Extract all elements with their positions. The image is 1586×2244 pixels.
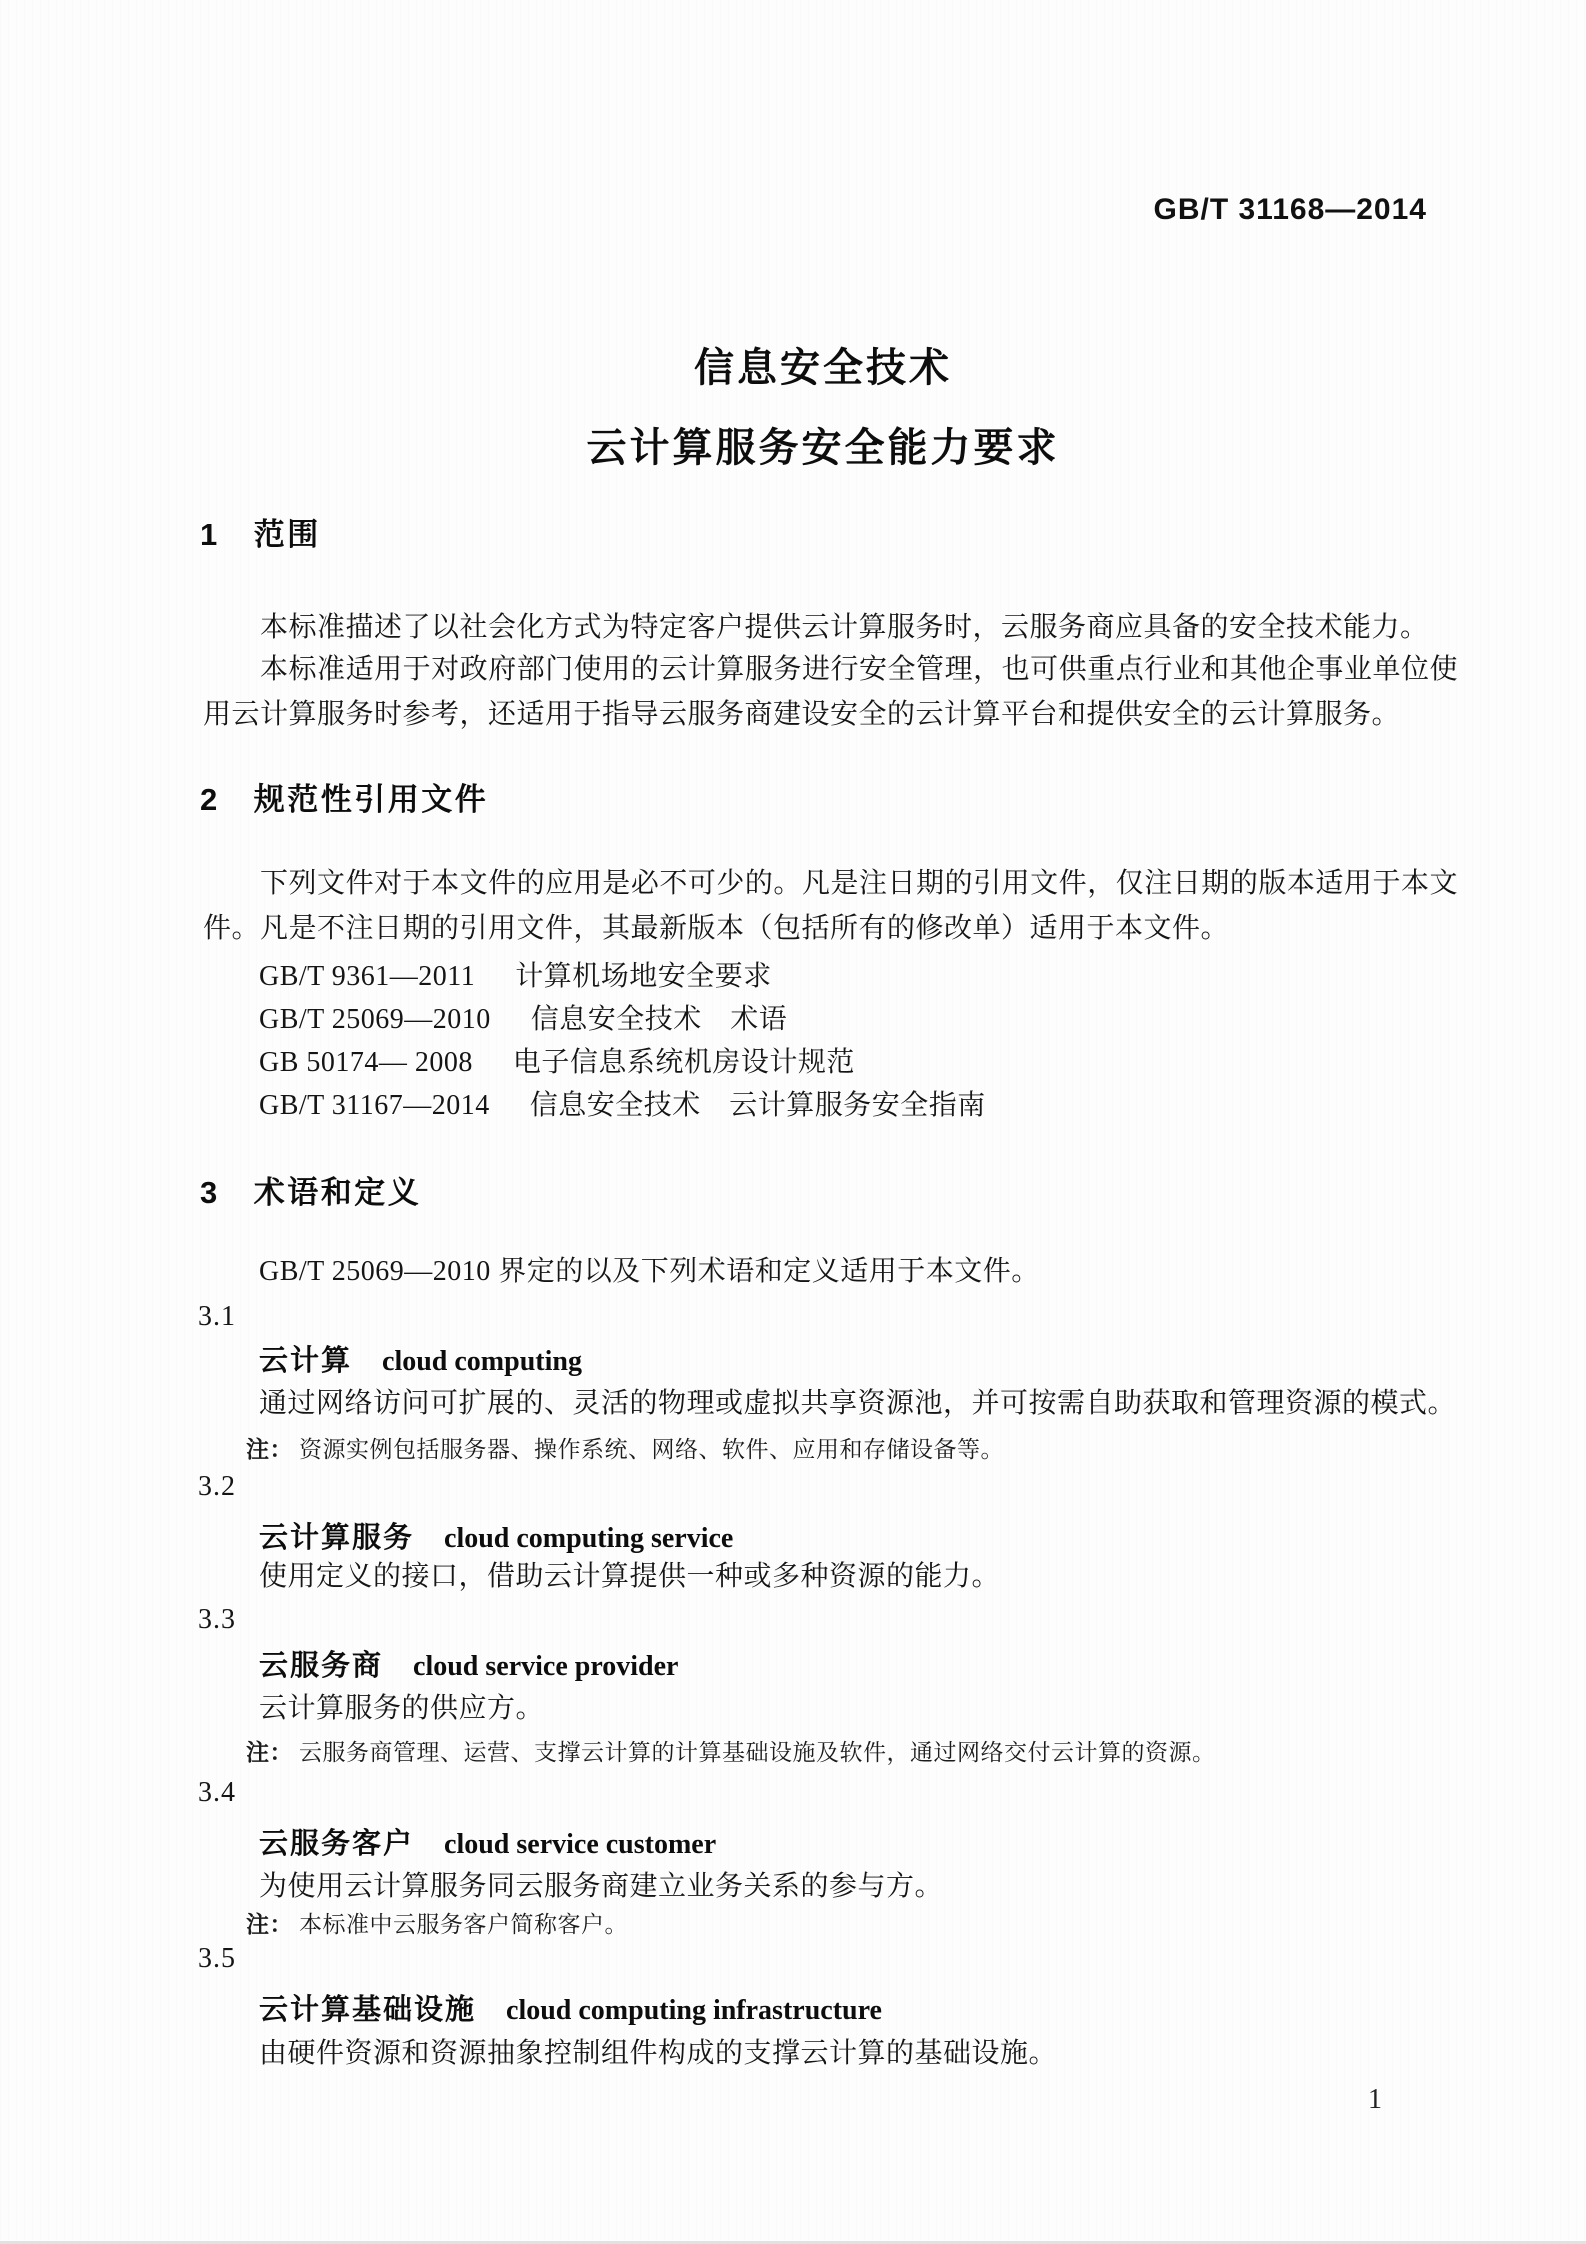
reference-code: GB 50174— 2008 (259, 1047, 473, 1078)
section-1-heading (200, 516, 1455, 553)
reference-item (259, 1041, 1458, 1084)
term-name-zh: 云计算 (259, 1345, 353, 1377)
term-name-zh: 云计算基础设施 (259, 1994, 477, 2026)
term-note (246, 1434, 1458, 1465)
term-definition: 为使用云计算服务同云服务商建立业务关系的参与方。 (259, 1871, 944, 1902)
term-note (246, 1909, 1458, 1940)
term-definition: 使用定义的接口，借助云计算提供一种或多种资源的能力。 (259, 1561, 1001, 1592)
normative-references-paragraph: 下列文件对于本文件的应用是必不可少的。凡是注日期的引用文件，仅注日期的版本适用于本文件。凡是不注日期的引用文件，其最新版本（包括所有的修改单）适用于本文件。 (203, 868, 1458, 944)
reference-title: 计算机场地安全要求 (515, 961, 772, 992)
section-3-heading (200, 1174, 1455, 1211)
note-text: 云服务商管理、运营、支撑云计算的计算基础设施及软件，通过网络交付云计算的资源。 (299, 1740, 1216, 1765)
term-definition: 通过网络访问可扩展的、灵活的物理或虚拟共享资源池，并可按需自助获取和管理资源的模式。 (259, 1388, 1457, 1419)
reference-item (259, 955, 1458, 998)
reference-title: 信息安全技术 云计算服务安全指南 (529, 1090, 986, 1121)
page-number: 1 (1368, 2084, 1382, 2115)
standard-code: GB/T 31168—2014 (1153, 193, 1427, 226)
reference-code: GB/T 25069—2010 (259, 1004, 491, 1035)
term-name (259, 1648, 1458, 1689)
section-2-title: 规范性引用文件 (253, 782, 489, 817)
term-name-en: cloud computing service (444, 1523, 734, 1554)
term-name-en: cloud service provider (413, 1651, 679, 1682)
reference-item (259, 1084, 1458, 1127)
reference-code: GB/T 31167—2014 (259, 1090, 490, 1121)
term-number: 3.5 (198, 1943, 236, 1974)
term-name-en: cloud service customer (444, 1829, 717, 1860)
scope-paragraph-2: 本标准适用于对政府部门使用的云计算服务进行安全管理，也可供重点行业和其他企事业单位使用云计算服务时参考，还适用于指导云服务商建设安全的云计算平台和提供安全的云计算服务。 (203, 654, 1458, 730)
reference-title: 电子信息系统机房设计规范 (512, 1047, 855, 1078)
term-note (246, 1737, 1458, 1768)
reference-title: 信息安全技术 术语 (530, 1004, 788, 1035)
note-text: 本标准中云服务客户简称客户。 (299, 1912, 628, 1937)
document-title-line-2: 云计算服务安全能力要求 (586, 426, 1060, 470)
term-name (259, 1520, 1458, 1561)
term-number: 3.1 (198, 1301, 236, 1332)
reference-item (259, 998, 1458, 1041)
term-name-zh: 云服务客户 (259, 1828, 415, 1860)
term-number: 3.4 (198, 1777, 236, 1808)
note-label: 注： (246, 1739, 293, 1765)
term-definition: 由硬件资源和资源抽象控制组件构成的支撑云计算的基础设施。 (259, 2038, 1058, 2069)
document-title (203, 328, 1443, 488)
reference-code: GB/T 9361—2011 (259, 961, 476, 992)
note-label: 注： (246, 1436, 293, 1462)
term-name (259, 1343, 1458, 1384)
term-name-en: cloud computing (382, 1346, 582, 1377)
section-3-number: 3 (200, 1175, 220, 1210)
document-title-line-1: 信息安全技术 (694, 346, 952, 390)
section-2-heading (200, 781, 1455, 818)
term-definition: 云计算服务的供应方。 (259, 1693, 545, 1724)
term-number: 3.2 (198, 1471, 236, 1502)
term-name (259, 1826, 1458, 1867)
term-name-zh: 云计算服务 (259, 1522, 415, 1554)
scope-paragraph-1: 本标准描述了以社会化方式为特定客户提供云计算服务时，云服务商应具备的安全技术能力。 (260, 612, 1429, 643)
term-name-zh: 云服务商 (259, 1650, 384, 1682)
section-3-title: 术语和定义 (253, 1175, 422, 1210)
section-1-title: 范围 (253, 517, 321, 552)
terms-intro: GB/T 25069—2010 界定的以及下列术语和定义适用于本文件。 (259, 1256, 1040, 1287)
section-1-number: 1 (200, 517, 220, 552)
section-2-number: 2 (200, 782, 220, 817)
term-name-en: cloud computing infrastructure (506, 1995, 882, 2026)
term-name (259, 1992, 1458, 2033)
note-label: 注： (246, 1911, 293, 1937)
note-text: 资源实例包括服务器、操作系统、网络、软件、应用和存储设备等。 (299, 1437, 1004, 1462)
term-number: 3.3 (198, 1604, 236, 1635)
